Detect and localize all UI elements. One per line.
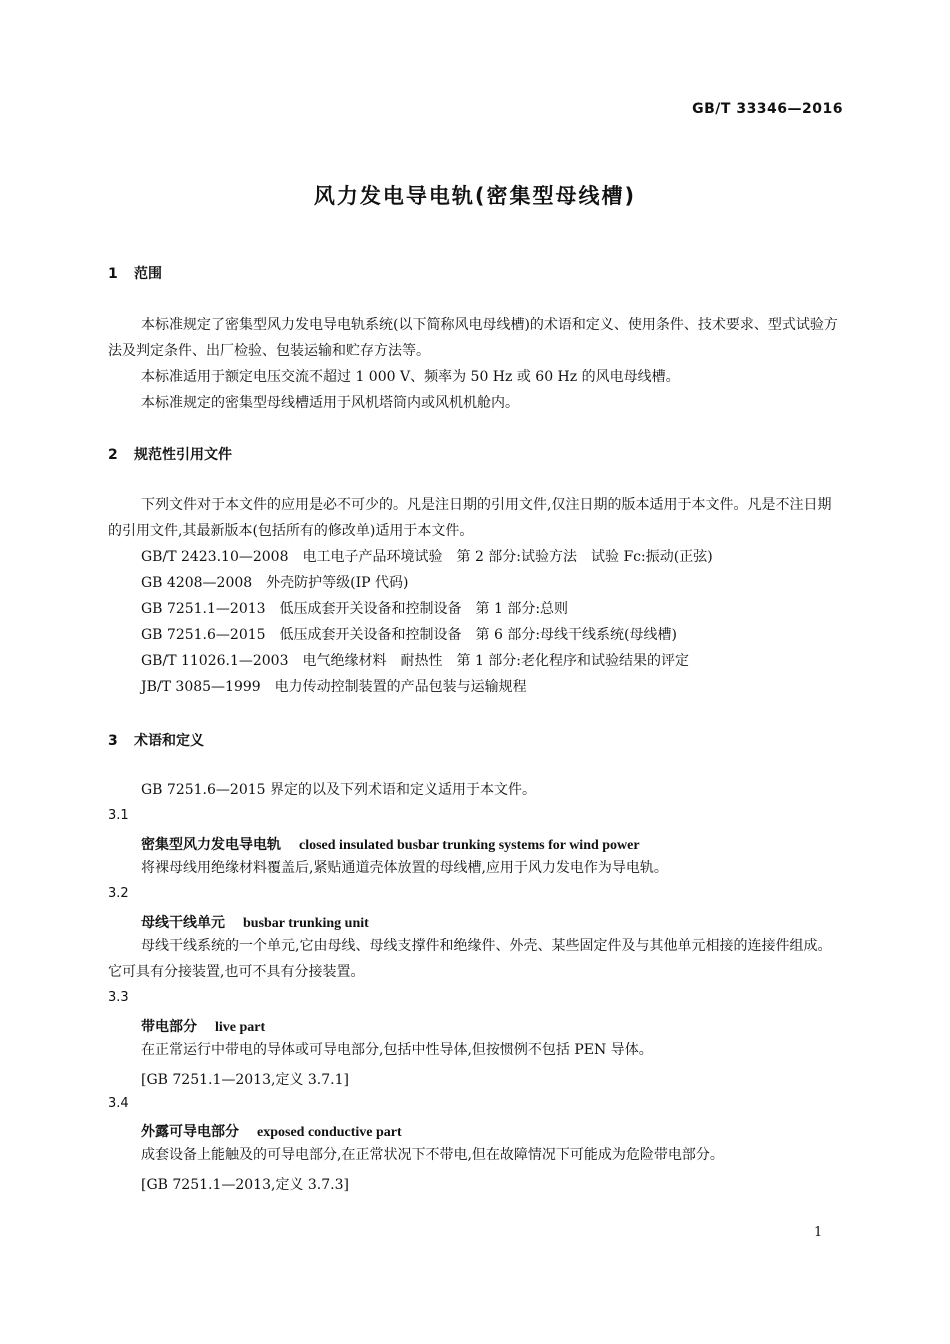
- term-definition: 在正常运行中带电的导体或可导电部分,包括中性导体,但按惯例不包括 PEN 导体。: [141, 1042, 653, 1058]
- paragraph: 本标准规定的密集型母线槽适用于风机塔筒内或风机机舱内。: [141, 395, 519, 411]
- section-number: 2: [108, 447, 118, 463]
- term-zh: 密集型风力发电导电轨: [141, 837, 281, 853]
- section-heading: [108, 444, 232, 464]
- term-en: closed insulated busbar trunking systems for wind power: [299, 838, 640, 853]
- term-number: 3.1: [108, 808, 129, 823]
- section-heading: [108, 263, 162, 283]
- reference-item: GB 4208—2008 外壳防护等级(IP 代码): [141, 575, 409, 591]
- paragraph: 下列文件对于本文件的应用是必不可少的。凡是注日期的引用文件,仅注日期的版本适用于本文件。凡是不注日期的引用文件,其最新版本(包括所有的修改单)适用于本文件。: [108, 497, 832, 539]
- page-number: 1: [814, 1225, 823, 1240]
- term-number: 3.4: [108, 1096, 129, 1111]
- term-en: busbar trunking unit: [243, 916, 369, 931]
- term-zh: 外露可导电部分: [141, 1124, 239, 1140]
- section-title: 术语和定义: [134, 733, 204, 749]
- paragraph: GB 7251.6—2015 界定的以及下列术语和定义适用于本文件。: [141, 782, 536, 798]
- term-zh: 带电部分: [141, 1019, 197, 1035]
- term-heading: [141, 834, 640, 854]
- term-definition: 母线干线系统的一个单元,它由母线、母线支撑件和绝缘件、外壳、某些固定件及与其他单元相接的连接件组成。它可具有分接装置,也可不具有分接装置。: [108, 938, 832, 980]
- term-source: [GB 7251.1—2013,定义 3.7.3]: [141, 1177, 349, 1193]
- term-en: live part: [215, 1020, 266, 1035]
- term-definition: 将裸母线用绝缘材料覆盖后,紧贴通道壳体放置的母线槽,应用于风力发电作为导电轨。: [141, 860, 668, 876]
- paragraph: 本标准适用于额定电压交流不超过 1 000 V、频率为 50 Hz 或 60 Hz 的风电母线槽。: [141, 369, 680, 385]
- term-heading: [141, 1016, 265, 1036]
- reference-item: JB/T 3085—1999 电力传动控制装置的产品包装与运输规程: [141, 679, 527, 695]
- term-heading: [141, 1121, 402, 1141]
- reference-item: GB 7251.6—2015 低压成套开关设备和控制设备 第 6 部分:母线干线系统(母线槽): [141, 627, 677, 643]
- term-heading: [141, 912, 369, 932]
- section-number: 3: [108, 733, 118, 749]
- term-source: [GB 7251.1—2013,定义 3.7.1]: [141, 1072, 349, 1088]
- reference-item: GB 7251.1—2013 低压成套开关设备和控制设备 第 1 部分:总则: [141, 601, 569, 617]
- section-title: 范围: [134, 266, 162, 282]
- term-zh: 母线干线单元: [141, 915, 225, 931]
- term-en: exposed conductive part: [257, 1125, 402, 1140]
- paragraph: 本标准规定了密集型风力发电导电轨系统(以下简称风电母线槽)的术语和定义、使用条件、技术要求、型式试验方法及判定条件、出厂检验、包装运输和贮存方法等。: [108, 317, 838, 359]
- section-heading: [108, 730, 204, 750]
- term-number: 3.2: [108, 886, 129, 901]
- section-number: 1: [108, 266, 118, 282]
- section-title: 规范性引用文件: [134, 447, 232, 463]
- term-number: 3.3: [108, 990, 129, 1005]
- term-definition: 成套设备上能触及的可导电部分,在正常状况下不带电,但在故障情况下可能成为危险带电部分。: [141, 1147, 724, 1163]
- standard-number: GB/T 33346—2016: [692, 101, 843, 117]
- reference-item: GB/T 2423.10—2008 电工电子产品环境试验 第 2 部分:试验方法 试验 Fc:振动(正弦): [141, 549, 713, 565]
- reference-item: GB/T 11026.1—2003 电气绝缘材料 耐热性 第 1 部分:老化程序和试验结果的评定: [141, 653, 690, 669]
- document-title: 风力发电导电轨(密集型母线槽): [313, 184, 637, 208]
